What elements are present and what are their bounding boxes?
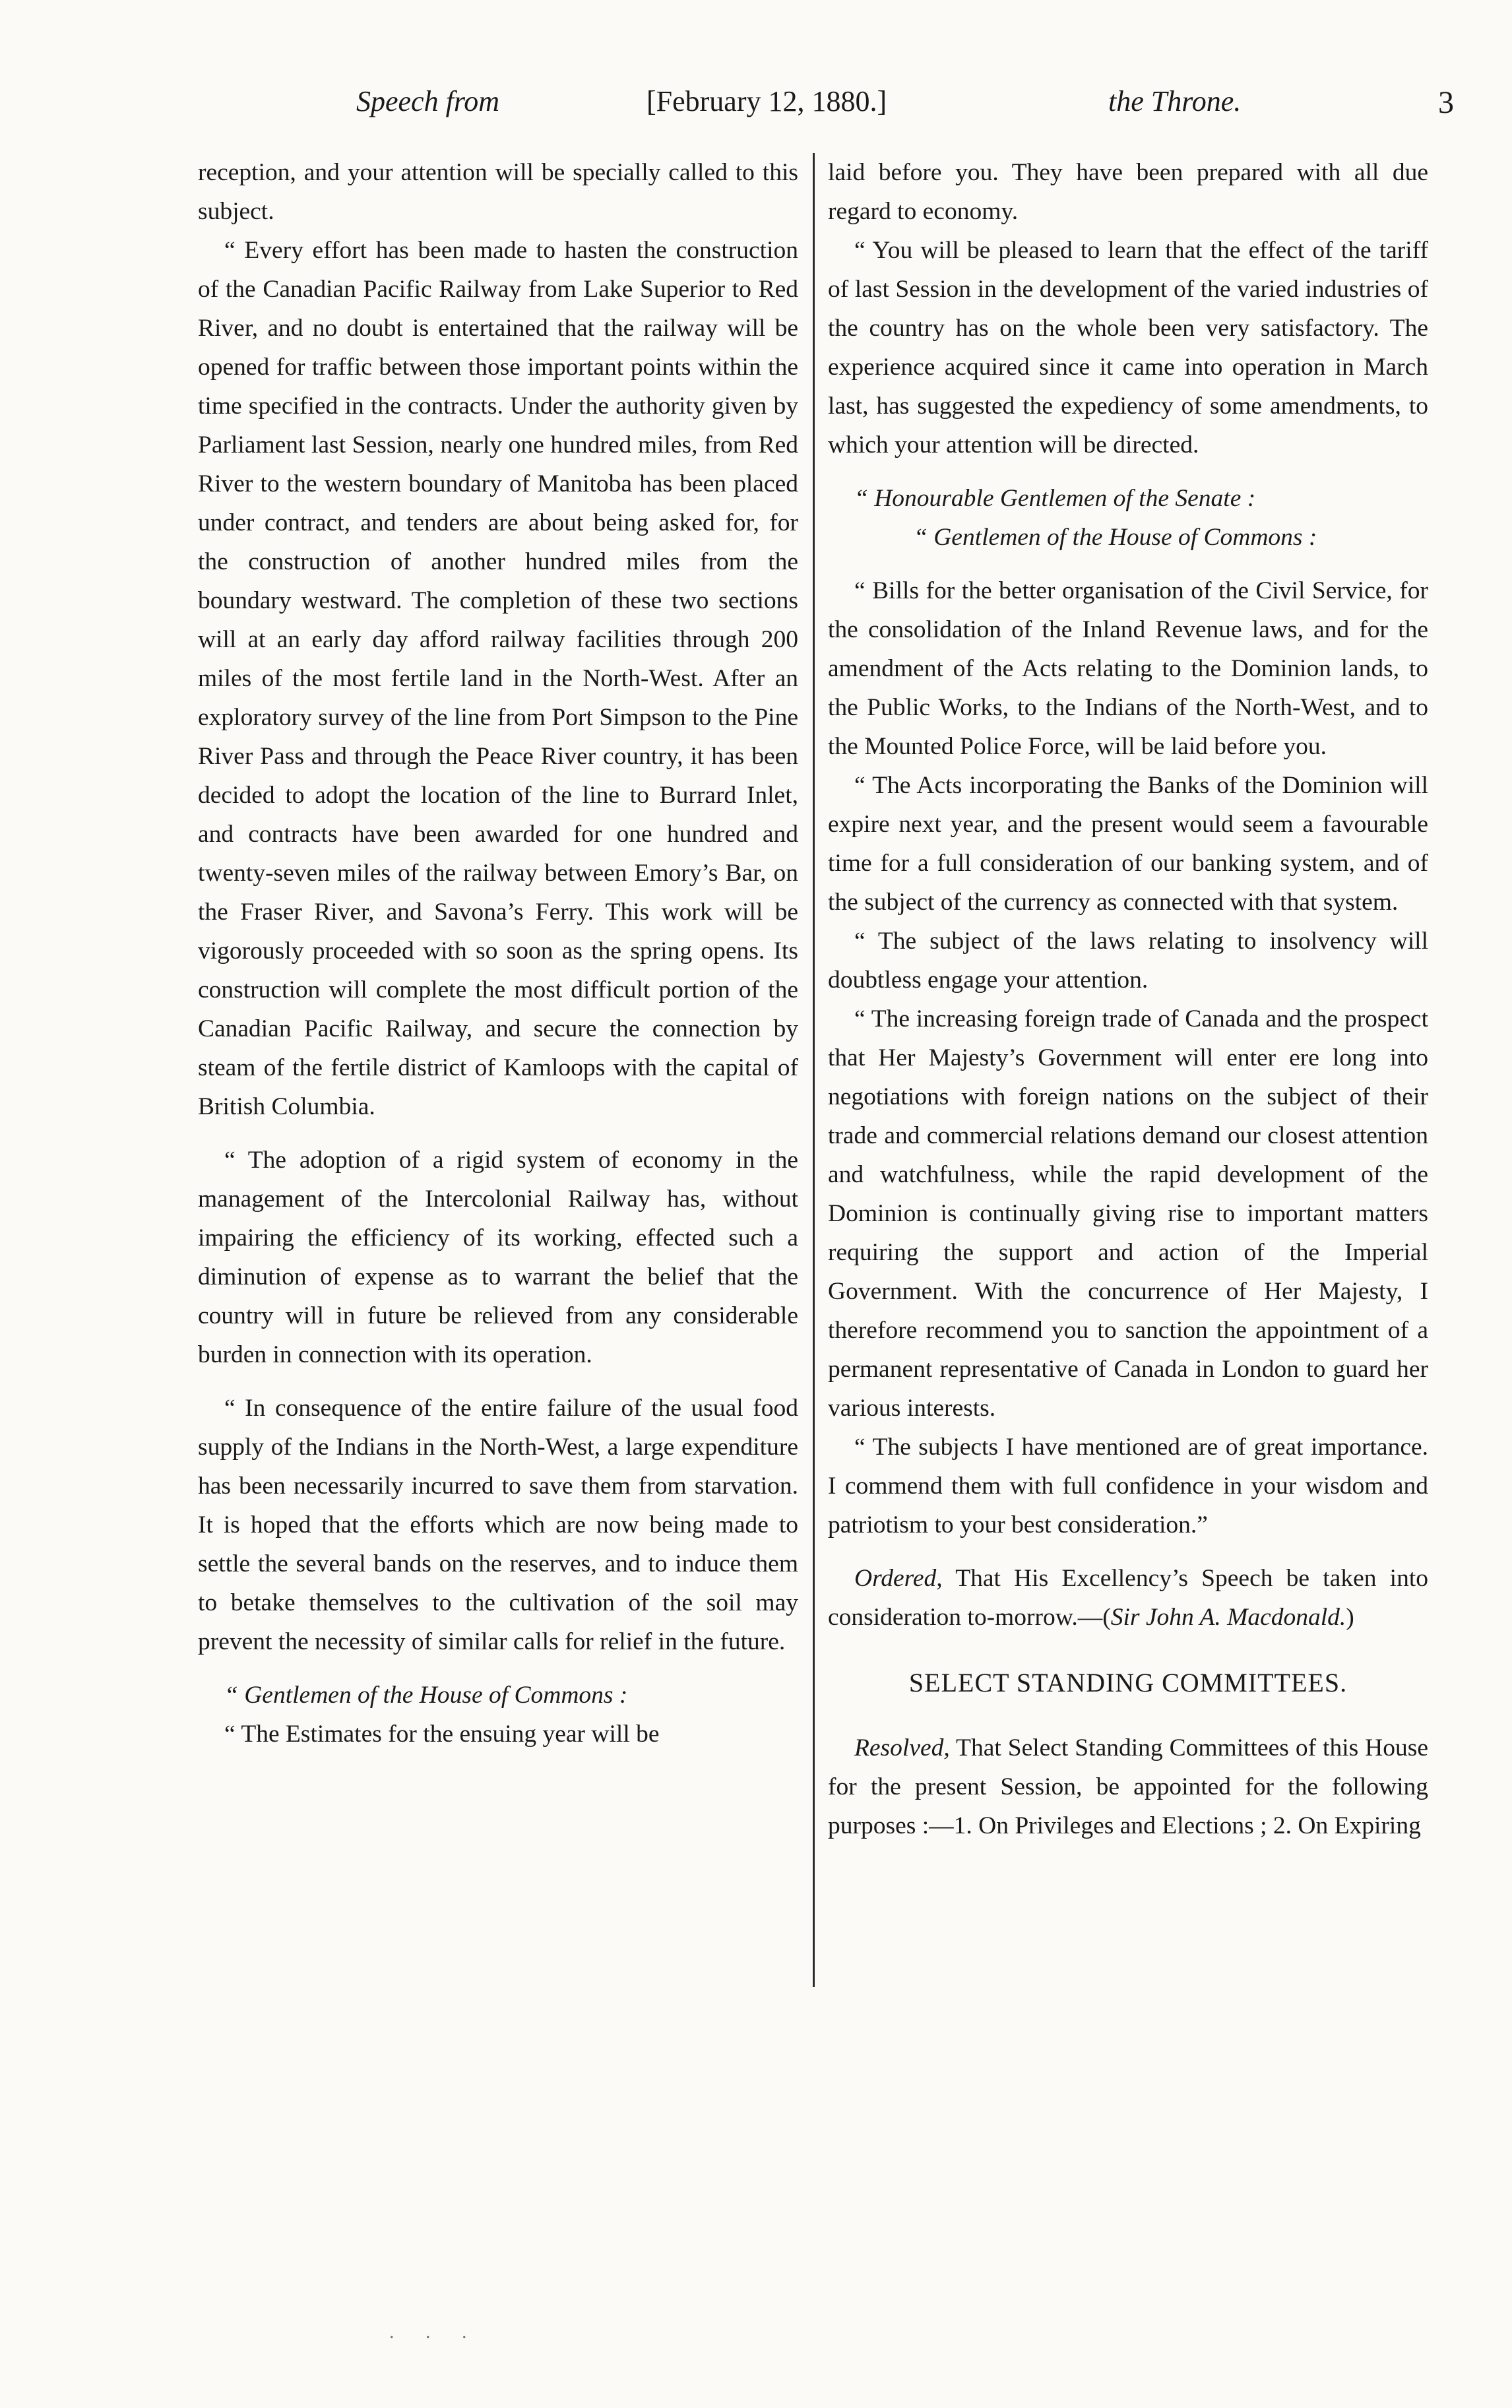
resolved-label: Resolved, xyxy=(854,1734,950,1761)
resolved-text: That Select Standing Committees of this House for the present Session, be appointed for the following purposes :—1. On Privileges and Elections ; 2. On Expiring xyxy=(828,1734,1428,1839)
paragraph: “ The adoption of a rigid system of economy in the management of the Intercolonial Railway has, without impairing the efficiency of its working, effected such a diminution of expense as to warrant the belief that the country will in future be relieved from any considerable burden in connection with its operation. xyxy=(198,1147,798,1368)
column-rule xyxy=(813,153,815,1987)
section-heading: SELECT STANDING COMMITTEES. xyxy=(908,1668,1348,1697)
footer-marks: . . . xyxy=(389,2321,480,2343)
header-right: the Throne. xyxy=(1108,85,1242,117)
ordered-close: ) xyxy=(1346,1604,1354,1631)
header-left: Speech from xyxy=(356,85,500,117)
ordered-text: That His Excellency’s Speech be taken into consideration to-morrow.—( xyxy=(828,1565,1429,1631)
header-date: [February 12, 1880.] xyxy=(646,85,887,117)
paragraph: “ The Estimates for the ensuing year will be xyxy=(224,1721,660,1748)
page-number: 3 xyxy=(1438,85,1454,120)
paragraph: “ The Acts incorporating the Banks of the Dominion will expire next year, and the present would seem a favourable time for a full consideration of our banking system, and of the subject of the currency as connected with that system. xyxy=(828,772,1428,916)
right-column xyxy=(828,153,1428,1845)
paragraph: “ The increasing foreign trade of Canada and the prospect that Her Majesty’s Government will enter ere long into negotiations with foreign nations on the subject of their trade and commercial relations demand our closest attention and watchfulness, while the rapid development of the Dominion is continually giving rise to important matters requiring the support and action of the Imperial Government. With the concurrence of Her Majesty, I therefore recommend you to sanction the appointment of a permanent representative of Canada in London to guard her various interests. xyxy=(828,1005,1428,1422)
paragraph: reception, and your attention will be specially called to this subject. xyxy=(198,159,798,225)
paragraph: “ Every effort has been made to hasten the construction of the Canadian Pacific Railway from Lake Superior to Red River, and no doubt is entertained that the railway will be opened for traffic between those important points within the time specified in the contracts. Under the authority given by Parliament last Session, nearly one hundred miles, from Red River to the western boundary of Manitoba has been placed under contract, and tenders are about being asked for, for the construction of another hundred miles from the boundary westward. The completion of these two sections will at an early day afford railway facilities through 200 miles of the most fertile land in the North-West. After an exploratory survey of the line from Port Simpson to the Pine River Pass and through the Peace River country, it has been decided to adopt the location of the line to Burrard Inlet, and contracts have been awarded for one hundred and twenty-seven miles of the railway between Emory’s Bar, on the Fraser River, and Savona’s Ferry. This work will be vigorously proceeded with so soon as the spring opens. Its construction will complete the most difficult portion of the Canadian Pacific Railway, and secure the connection by steam of the fertile district of Kamloops with the capital of British Columbia. xyxy=(198,237,798,1120)
paragraph: “ In consequence of the entire failure of the usual food supply of the Indians in the North-West, a large expenditure has been necessarily incurred to save them from starvation. It is hoped that the efforts which are now being made to settle the several bands on the reserves, and to induce them to betake themselves to the cultivation of the soil may prevent the necessity of similar calls for relief in the future. xyxy=(198,1395,798,1655)
running-header xyxy=(198,84,1454,137)
paragraph: “ The subjects I have mentioned are of great importance. I commend them with full confidence in your wisdom and patriotism to your best consideration.” xyxy=(828,1434,1428,1538)
ordered-label: Ordered, xyxy=(854,1565,943,1592)
address-line: “ Gentlemen of the House of Commons : xyxy=(914,524,1317,551)
paragraph: laid before you. They have been prepared with all due regard to economy. xyxy=(828,159,1428,225)
address-line: “ Honourable Gentlemen of the Senate : xyxy=(854,485,1256,512)
left-column xyxy=(198,153,798,1754)
resolved-paragraph xyxy=(828,1728,1428,1845)
paragraph: “ You will be pleased to learn that the effect of the tariff of last Session in the development of the varied industries of the country has on the whole been very satisfactory. The experience acquired since it came into operation in March last, has suggested the expediency of some amendments, to which your attention will be directed. xyxy=(828,237,1428,459)
paragraph: “ Bills for the better organisation of the Civil Service, for the consolidation of the Inland Revenue laws, and for the amendment of the Acts relating to the Dominion lands, to the Public Works, to the Indians of the North-West, and to the Mounted Police Force, will be laid before you. xyxy=(828,577,1428,760)
paragraph: “ The subject of the laws relating to insolvency will doubtless engage your attention. xyxy=(828,928,1428,994)
ordered-name: Sir John A. Macdonald. xyxy=(1110,1604,1346,1631)
address-line: “ Gentlemen of the House of Commons : xyxy=(224,1682,628,1709)
ordered-paragraph xyxy=(828,1559,1428,1637)
